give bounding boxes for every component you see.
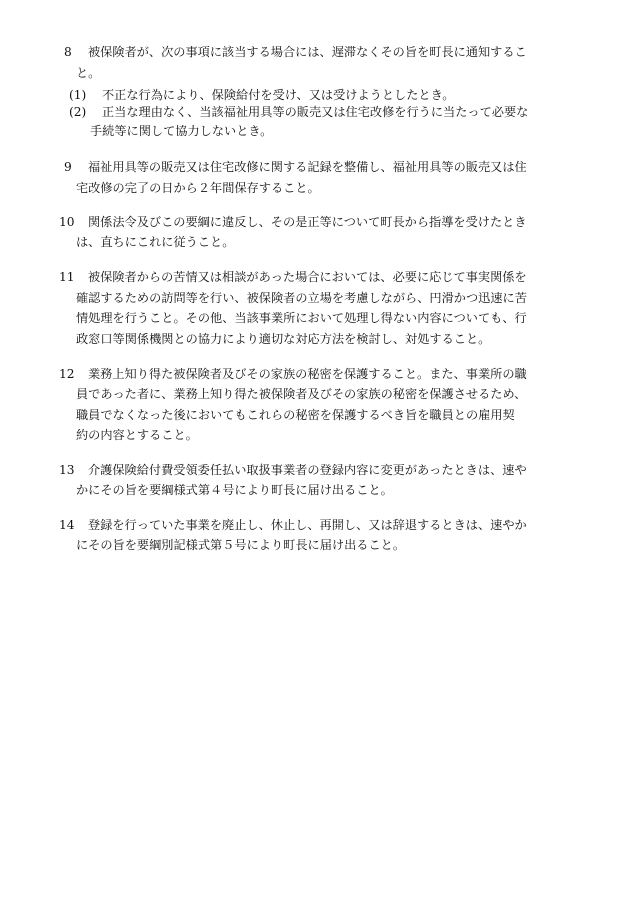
subitem-number: (1) — [69, 88, 87, 102]
item-text-line: 関係法令及びこの要綱に違反し、その是正等について町長から指導を受けたとき — [88, 215, 527, 229]
item-text-line: 約の内容とすること。 — [76, 428, 198, 442]
item-text-line: 業務上知り得た被保険者及びその家族の秘密を保護すること。また、事業所の職 — [88, 367, 527, 381]
item-number: 9 — [64, 160, 72, 174]
item-text-line: 職員でなくなった後においてもこれらの秘密を保護するべき旨を職員との雇用契 — [76, 408, 515, 422]
item-text-line: 被保険者からの苦情又は相談があった場合においては、必要に応じて事実関係を — [88, 270, 527, 284]
subitem-number: (2) — [69, 105, 87, 119]
item-number: 12 — [59, 367, 75, 381]
item-text-line: は、直ちにこれに従うこと。 — [76, 235, 235, 249]
item-text-line: 登録を行っていた事業を廃止し、休止し、再開し、又は辞退するときは、速やか — [88, 518, 527, 532]
item-number: 14 — [59, 518, 75, 532]
item-text-line: と。 — [76, 66, 101, 80]
item-text-line: 介護保険給付費受領委任払い取扱事業者の登録内容に変更があったときは、速や — [88, 463, 527, 477]
item-text-line: 員であった者に、業務上知り得た被保険者及びその家族の秘密を保護させるため、 — [76, 387, 527, 401]
subitem-text-line: 手続等に関して協力しないとき。 — [90, 124, 273, 138]
item-text-line: かにその旨を要綱様式第４号により町長に届け出ること。 — [76, 483, 393, 497]
item-text-line: 情処理を行うこと。その他、当該事業所において処理し得ない内容についても、行 — [76, 311, 527, 325]
item-text-line: にその旨を要綱別記様式第５号により町長に届け出ること。 — [76, 538, 406, 552]
item-text-line: 宅改修の完了の日から２年間保存すること。 — [76, 181, 320, 195]
subitem-text-line: 正当な理由なく、当該福祉用具等の販売又は住宅改修を行うに当たって必要な — [102, 105, 529, 119]
item-number: 8 — [64, 45, 72, 59]
item-number: 13 — [59, 463, 75, 477]
item-number: 11 — [59, 270, 75, 284]
item-number: 10 — [59, 215, 75, 229]
item-text-line: 政窓口等関係機関との協力により適切な対応方法を検討し、対処すること。 — [76, 332, 491, 346]
item-text-line: 確認するための訪問等を行い、被保険者の立場を考慮しながら、円滑かつ迅速に苦 — [76, 291, 527, 305]
subitem-text-line: 不正な行為により、保険給付を受け、又は受けようとしたとき。 — [102, 88, 455, 102]
item-text-line: 福祉用具等の販売又は住宅改修に関する記録を整備し、福祉用具等の販売又は住 — [88, 160, 527, 174]
item-text-line: 被保険者が、次の事項に該当する場合には、遅滞なくその旨を町長に通知するこ — [88, 45, 527, 59]
